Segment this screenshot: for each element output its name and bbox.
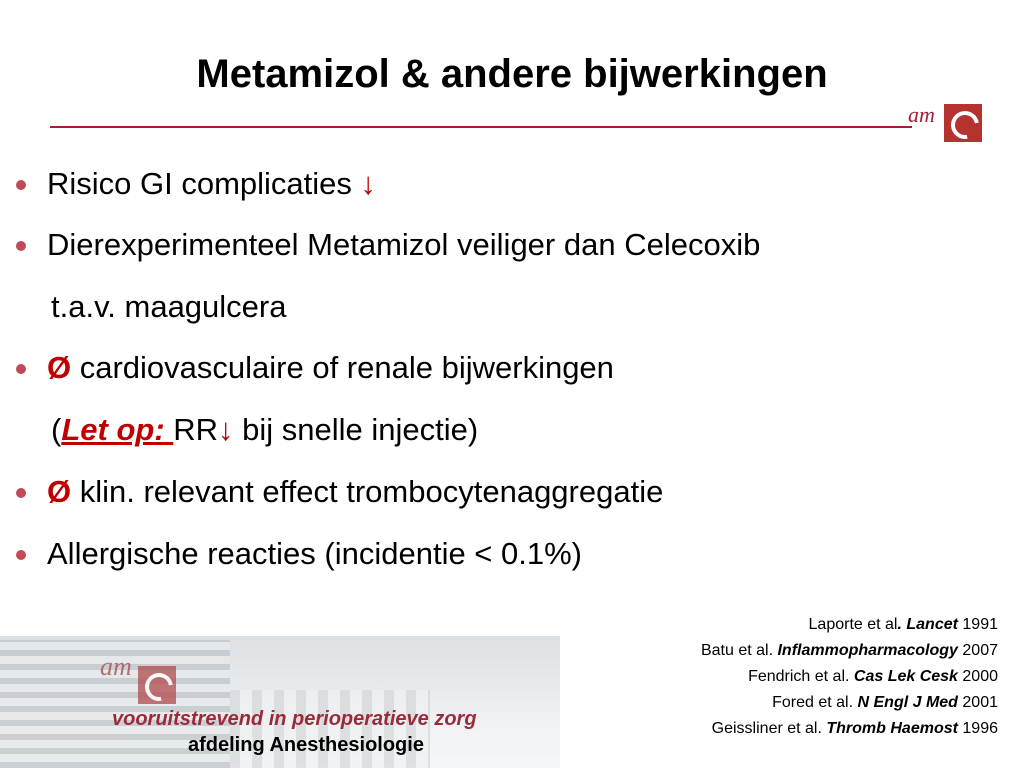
footer-logo-text: am (100, 652, 132, 681)
bullet-text: Dierexperimenteel Metamizol veiliger dan Celecoxib (47, 227, 761, 262)
bullet-dot (16, 488, 26, 498)
title-divider (50, 126, 912, 128)
bullet-text: Risico GI complicaties (47, 166, 361, 201)
arrow-down-icon: ↓ (360, 166, 377, 201)
bullet-dot (16, 550, 26, 560)
amc-logo-icon (944, 104, 982, 142)
note-rr: RR (173, 412, 219, 447)
reference-journal: N Engl J Med (857, 694, 958, 711)
bullet-item (47, 350, 614, 386)
bullet-dot (16, 241, 26, 251)
bullet-note (51, 412, 478, 448)
bullet-item (47, 227, 760, 263)
reference-line: Fendrich et al. Cas Lek Cesk 2000 (748, 668, 998, 685)
reference-journal: Inflammopharmacology (777, 642, 958, 659)
slide-title: Metamizol & andere bijwerkingen (196, 52, 828, 96)
note-open: ( (51, 412, 62, 447)
amc-logo (900, 100, 990, 150)
none-symbol: Ø (47, 350, 72, 385)
amc-logo-icon (138, 666, 176, 704)
bullet-continuation: t.a.v. maagulcera (51, 289, 287, 324)
note-rest: bij snelle injectie) (233, 412, 479, 447)
footer-department: afdeling Anesthesiologie (188, 734, 424, 756)
note-label: Let op: (61, 412, 174, 447)
none-symbol: Ø (47, 474, 72, 509)
arrow-down-icon: ↓ (218, 412, 234, 447)
bullet-dot (16, 180, 26, 190)
reference-line: Laporte et al. Lancet 1991 (808, 616, 998, 633)
reference-journal: Lancet (906, 616, 958, 633)
bullet-text: Allergische reacties (incidentie < 0.1%) (47, 536, 583, 571)
footer-amc-logo (100, 652, 180, 708)
logo-text: am (908, 102, 935, 127)
bullet-text: cardiovasculaire of renale bijwerkingen (71, 350, 614, 385)
references (701, 612, 998, 742)
bullet-item (47, 166, 376, 202)
bullet-text: klin. relevant effect trombocytenaggregatie (71, 474, 664, 509)
reference-journal: Cas Lek Cesk (853, 668, 958, 685)
reference-line: Batu et al. Inflammopharmacology 2007 (700, 642, 998, 659)
footer-slogan: vooruitstrevend in perioperatieve zorg (112, 708, 477, 730)
bullet-dot (16, 364, 26, 374)
bullet-item (47, 474, 663, 510)
reference-journal: Thromb Haemost (826, 720, 958, 737)
reference-line: Fored et al. N Engl J Med 2001 (772, 694, 998, 711)
bullet-item (47, 536, 582, 572)
reference-line: Geissliner et al. Thromb Haemost 1996 (711, 720, 998, 737)
